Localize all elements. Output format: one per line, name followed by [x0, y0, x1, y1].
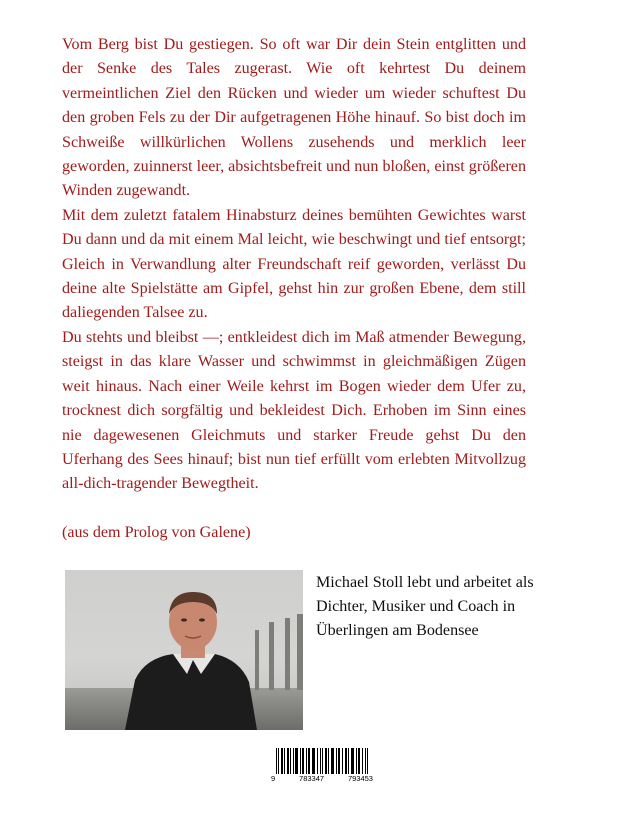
- prolog-paragraph-3: Du stehts und bleibst —; entkleidest dich im Maß atmender Bewegung, steigst in das klare Wasser und schwimmst in gleichmäßigen Zügen weit hinaus. Nach einer Weile kehrst im Bogen wieder dem Ufer zu, trocknest dich sorgfältig und bekleidest Dich. Erhoben im Sinn eines nie dagewesenen Gleichmuts und starker Freude gehst Du den Uferhang des Sees hinauf; bist nun tief erfüllt vom erlebten Mitvollzug all-dich-tragender Bewegtheit.: [62, 328, 526, 493]
- prolog-paragraph-2: Mit dem zuletzt fatalem Hinabsturz deines bemühten Gewichtes warst Du dann und da mit einem Mal leicht, wie beschwingt und tief entsorgt; Gleich in Verwandlung alter Freundschaft reif geworden, verlässt Du deine alte Spielstätte am Gipfel, gehst hin zur großen Ebene, dem still daliegenden Talsee zu.: [62, 206, 526, 322]
- author-bio: Michael Stoll lebt und arbeitet als Dichter, Musiker und Coach in Überlingen am Bodensee: [316, 574, 534, 639]
- prolog-paragraph-1: Vom Berg bist Du gestiegen. So oft war Dir dein Stein entglitten und der Senke des Tales zugerast. Wie oft kehrtest Du deinem vermeintlichen Ziel den Rücken und wieder um wieder schuftest Du den groben Fels zu der Dir aufgetragenen Höhe hinauf. So bist doch im Schweiße willkürlichen Wollens zusehends und merklich leer geworden, zuinnerst leer, absichtsbefreit und nun bloßen, einst größeren Winden zugewandt.: [62, 36, 526, 200]
- isbn-digit-group-1: 783347: [299, 774, 325, 783]
- isbn-digits: [270, 774, 374, 783]
- prolog-text: [62, 33, 526, 545]
- isbn-digit-prefix: 9: [271, 774, 276, 783]
- author-photo-image: [65, 570, 303, 730]
- prolog-source: (aus dem Prolog von Galene): [62, 523, 251, 541]
- author-photo: [65, 570, 303, 730]
- isbn-digit-group-2: 793453: [347, 774, 373, 783]
